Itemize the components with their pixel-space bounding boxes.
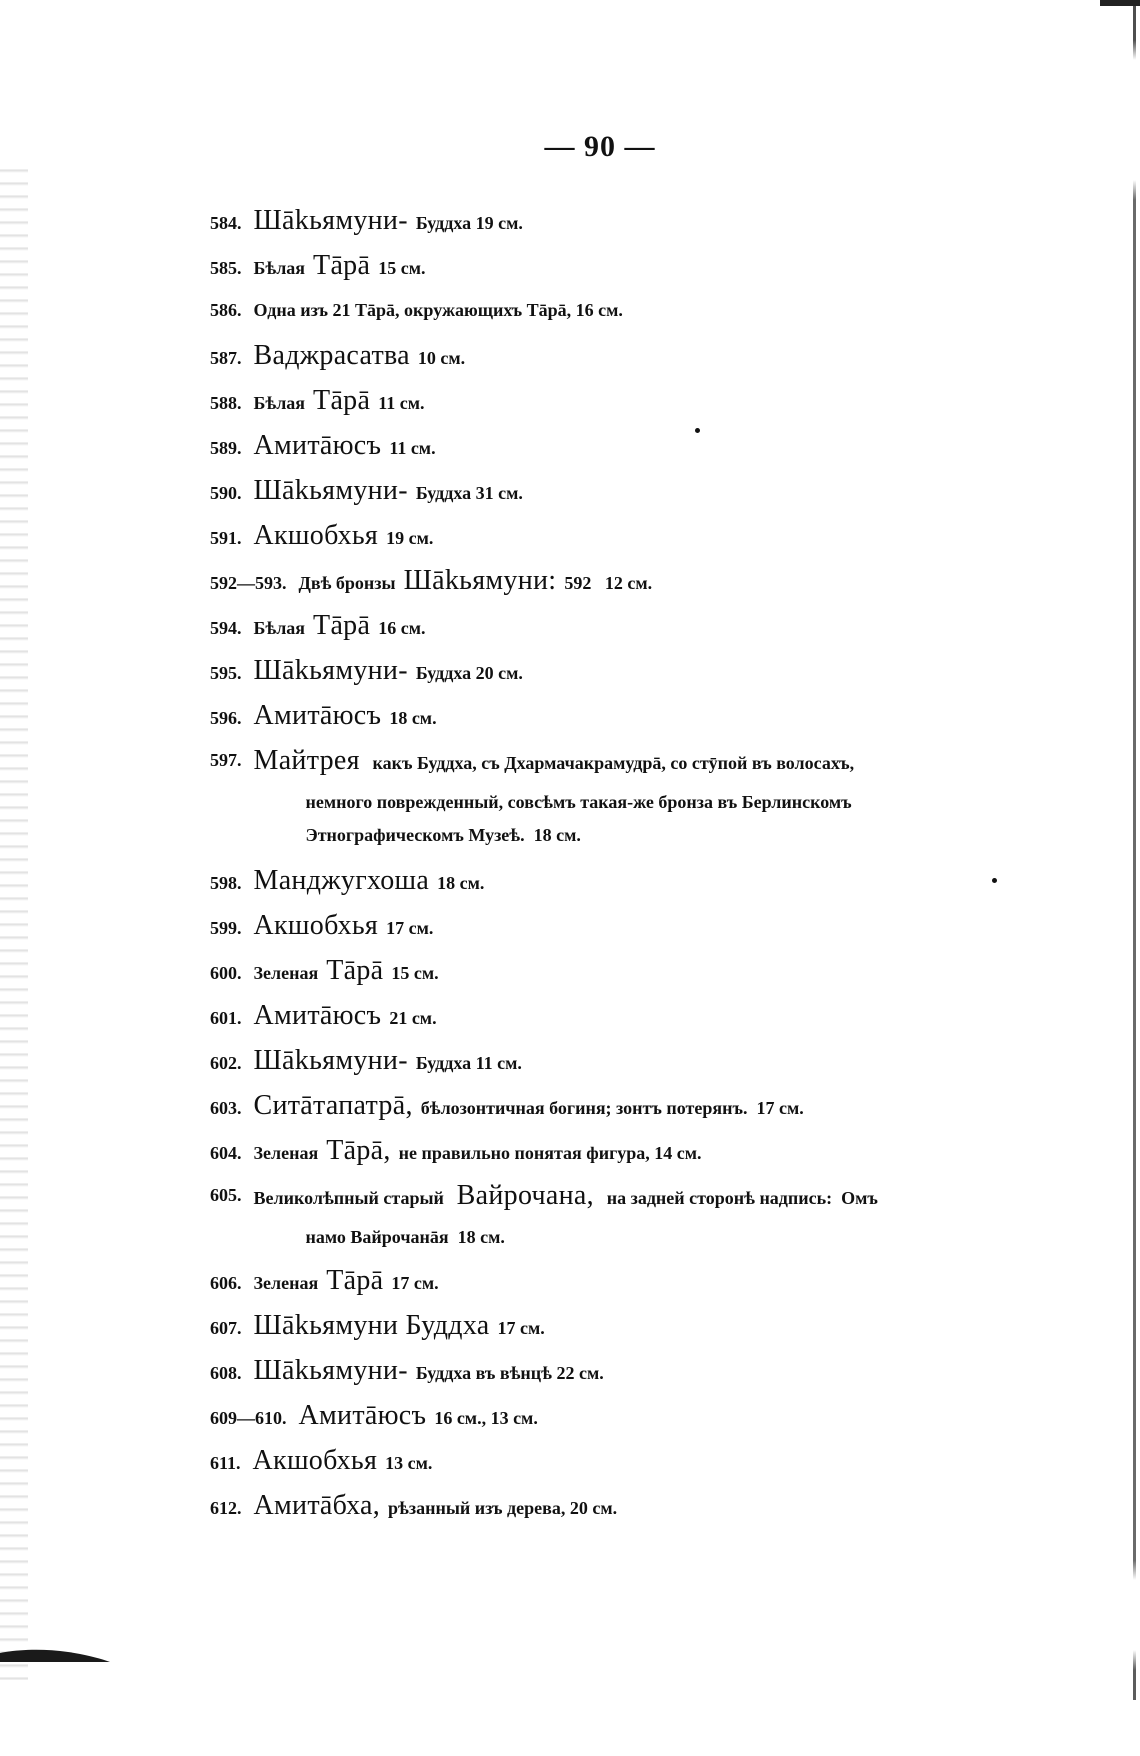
entry-number: 590. xyxy=(210,483,242,503)
list-item xyxy=(210,1258,1050,1303)
list-item xyxy=(210,468,1050,513)
entry-name: Тāрā, xyxy=(326,1135,391,1166)
entry-prefix: Зеленая xyxy=(253,963,319,983)
entry-number: 611. xyxy=(210,1453,241,1473)
list-item xyxy=(210,1038,1050,1083)
entry-details: 17 см. xyxy=(497,1318,545,1338)
list-item xyxy=(210,198,1050,243)
list-item xyxy=(210,558,1050,603)
entry-details: 15 см. xyxy=(378,258,426,278)
entry-prefix: Зеленая xyxy=(253,1273,319,1293)
entry-name: Амитāюсъ xyxy=(253,1000,382,1031)
entry-details: 13 см. xyxy=(385,1453,433,1473)
entry-name: Шākьямуни- xyxy=(253,205,408,236)
entry-details: 11 см. xyxy=(389,438,436,458)
page-number: — 90 — xyxy=(544,130,656,163)
entry-details: 17 см. xyxy=(386,918,434,938)
entry-details: на задней сторонѣ надпись: Омъ xyxy=(606,1188,878,1208)
entry-prefix: Великолѣпный старый xyxy=(253,1188,444,1208)
entry-name: Амитāбха, xyxy=(253,1490,381,1521)
entry-name: Шākьямуни- xyxy=(253,475,408,506)
list-item xyxy=(210,1128,1050,1173)
entry-continuation: Этнографическомъ Музеѣ. 18 см. xyxy=(305,825,581,845)
entry-name: Майтрея xyxy=(253,745,360,776)
entry-details: 15 см. xyxy=(391,963,439,983)
entry-details: не правильно понятая фигура, 14 см. xyxy=(398,1143,702,1163)
scan-edge-artifact xyxy=(1133,0,1136,1700)
entry-name: Шākьямуни- xyxy=(253,1355,408,1386)
entry-number: 585. xyxy=(210,258,242,278)
entry-continuation: намо Вайрочанāя 18 см. xyxy=(305,1227,505,1247)
entry-number: 589. xyxy=(210,438,242,458)
entry-number: 596. xyxy=(210,708,242,728)
entry-name: Шākьямуни- xyxy=(253,1045,408,1076)
list-item xyxy=(210,333,1050,378)
entry-number: 607. xyxy=(210,1318,242,1338)
entry-details: 10 см. xyxy=(417,348,466,368)
list-item xyxy=(210,378,1050,423)
entry-name: Вайрочана, xyxy=(456,1180,594,1211)
entry-name: Шākьямуни Буддха xyxy=(253,1310,490,1341)
entry-details: 11 см. xyxy=(378,393,425,413)
catalog-list xyxy=(210,198,1050,1528)
entry-number: 601. xyxy=(210,1008,242,1028)
entry-text: Одна изъ 21 Тāрā, окружающихъ Тāрā, 16 см. xyxy=(253,300,623,320)
entry-name: Тāрā xyxy=(313,610,371,641)
list-item xyxy=(210,738,1050,852)
entry-prefix: Зеленая xyxy=(253,1143,319,1163)
entry-details: Буддха 11 см. xyxy=(415,1053,522,1073)
entry-details: 18 см. xyxy=(437,873,485,893)
entry-name: Манджугхоша xyxy=(253,865,430,896)
entry-details: Буддха въ вѣнцѣ 22 см. xyxy=(415,1363,604,1383)
entry-prefix: Бѣлая xyxy=(253,393,306,413)
entry-details: какъ Буддха, съ Дхармачакрамудрā, со стӯпой въ волосахъ, xyxy=(372,753,855,773)
entry-name: Акшобхья xyxy=(253,520,379,551)
entry-number: 606. xyxy=(210,1273,242,1293)
entry-number: 605. xyxy=(210,1185,242,1205)
entry-prefix: Двѣ бронзы xyxy=(298,573,396,593)
entry-number: 603. xyxy=(210,1098,242,1118)
list-item xyxy=(210,423,1050,468)
entry-number: 597. xyxy=(210,750,242,770)
entry-name: Амитāюсъ xyxy=(298,1400,427,1431)
entry-prefix: Бѣлая xyxy=(253,618,306,638)
entry-number: 588. xyxy=(210,393,242,413)
list-item xyxy=(210,648,1050,693)
entry-details: Буддха 31 см. xyxy=(415,483,523,503)
entry-details: 16 см., 13 см. xyxy=(434,1408,538,1428)
list-item xyxy=(210,243,1050,288)
entry-name: Шākьямуни- xyxy=(253,655,408,686)
list-item xyxy=(210,1303,1050,1348)
entry-continuation: немного поврежденный, совсѣмъ такая-же бронза въ Берлинскомъ xyxy=(305,792,852,812)
entry-name: Ваджрасатва xyxy=(253,340,410,371)
entry-name: Тāрā xyxy=(313,385,371,416)
entry-number: 595. xyxy=(210,663,242,683)
entry-name: Тāрā xyxy=(326,955,384,986)
entry-number: 598. xyxy=(210,873,242,893)
list-item xyxy=(210,1393,1050,1438)
entry-details: 17 см. xyxy=(391,1273,439,1293)
entry-number: 602. xyxy=(210,1053,242,1073)
entry-name: Амитāюсъ xyxy=(253,430,382,461)
entry-details: Буддха 20 см. xyxy=(415,663,523,683)
entry-number: 612. xyxy=(210,1498,242,1518)
entry-number: 584. xyxy=(210,213,242,233)
entry-name: Тāрā xyxy=(313,250,371,281)
list-item xyxy=(210,1083,1050,1128)
entry-number: 586. xyxy=(210,300,242,320)
entry-number: 609—610. xyxy=(210,1408,287,1428)
list-item xyxy=(210,1438,1050,1483)
entry-number: 608. xyxy=(210,1363,242,1383)
entry-details: 19 см. xyxy=(386,528,434,548)
entry-details: бѣлозонтичная богиня; зонтъ потерянъ. 17 см. xyxy=(420,1098,804,1118)
list-item xyxy=(210,993,1050,1038)
entry-name: Ситāтапатрā, xyxy=(253,1090,413,1121)
list-item xyxy=(210,513,1050,558)
entry-number: 587. xyxy=(210,348,242,368)
entry-name: Шākьямуни: xyxy=(403,565,557,596)
entry-details: 18 см. xyxy=(389,708,437,728)
list-item xyxy=(210,858,1050,903)
list-item xyxy=(210,1483,1050,1528)
entry-name: Амитāюсъ xyxy=(253,700,382,731)
entry-prefix: Бѣлая xyxy=(253,258,306,278)
entry-details: Буддха 19 см. xyxy=(415,213,523,233)
list-item xyxy=(210,1348,1050,1393)
list-item xyxy=(210,288,1050,333)
entry-name: Акшобхья xyxy=(253,910,379,941)
scan-margin-noise xyxy=(0,160,28,1680)
entry-name: Акшобхья xyxy=(252,1445,378,1476)
entry-number: 594. xyxy=(210,618,242,638)
list-item xyxy=(210,603,1050,648)
list-item xyxy=(210,948,1050,993)
list-item xyxy=(210,693,1050,738)
list-item xyxy=(210,903,1050,948)
entry-details: 16 см. xyxy=(378,618,426,638)
entry-details: рѣзанный изъ дерева, 20 см. xyxy=(388,1498,618,1518)
entry-number: 600. xyxy=(210,963,242,983)
entry-number: 591. xyxy=(210,528,242,548)
list-item xyxy=(210,1173,1050,1254)
entry-details: 592 12 см. xyxy=(564,573,653,593)
entry-number: 604. xyxy=(210,1143,242,1163)
entry-name: Тāрā xyxy=(326,1265,384,1296)
entry-details: 21 см. xyxy=(389,1008,437,1028)
entry-number: 599. xyxy=(210,918,242,938)
scan-smudge xyxy=(0,1645,110,1663)
entry-number: 592—593. xyxy=(210,573,287,593)
